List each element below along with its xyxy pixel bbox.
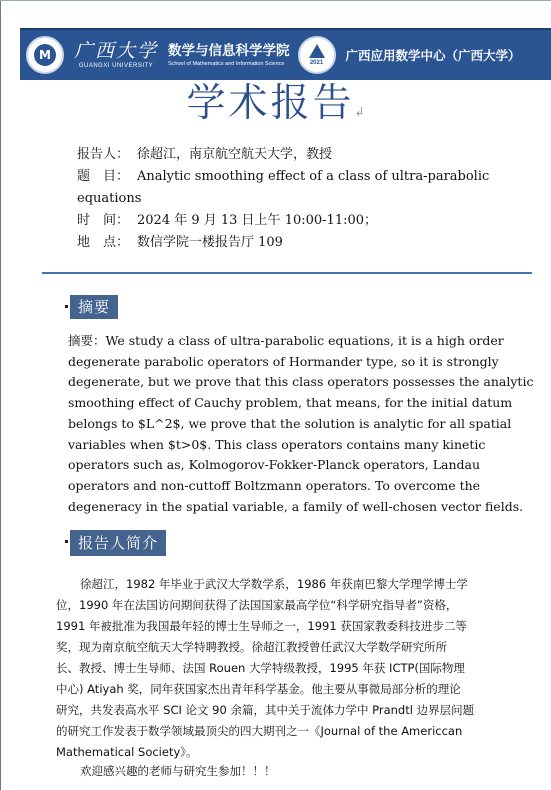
abstract-line: variables when $t>0$. This class operators contains many kinetic	[68, 436, 486, 452]
time-label: 时 间：	[77, 213, 130, 228]
page-edge-top	[0, 0, 551, 1]
time-value: 2024 年 9 月 13 日上午 10:00-11:00；	[137, 213, 378, 228]
bio-line: 研究，共发表高水平 SCI 论文 90 余篇，其中关于流体力学中 Prandtl 边界层问题	[56, 703, 475, 717]
abstract-line: smoothing effect of Cauchy problem, that means, for the initial datum	[68, 395, 513, 411]
topic-value-line1: Analytic smoothing effect of a class of ultra-parabolic	[137, 169, 490, 184]
bio-line: 1991 年被批准为我国最年轻的博士生导师之一，1991 获国家教委科技进步二等	[56, 619, 467, 633]
topic-row	[77, 167, 489, 187]
math-center-logo-icon: 2021	[298, 36, 336, 74]
page-title: 学术报告↲	[186, 81, 365, 126]
abstract-line: 摘要：We study a class of ultra-parabolic equations, it is a high order	[68, 333, 504, 348]
bullet-dot	[65, 305, 68, 308]
bullet-dot	[65, 540, 68, 543]
place-row	[77, 233, 283, 253]
abstract-heading: 摘要	[70, 295, 118, 319]
header-banner	[20, 28, 551, 80]
bio-heading: 报告人简介	[70, 530, 166, 556]
paragraph-mark-icon: ↲	[354, 105, 365, 119]
triangle-icon	[309, 44, 325, 58]
abstract-text	[68, 331, 538, 517]
abstract-line: degenerate parabolic operators of Hormander type, so it is strongly	[68, 353, 499, 369]
topic-row-continued	[77, 189, 141, 209]
bio-text	[56, 574, 524, 763]
school-name-en: School of Mathematics and Information Science	[168, 61, 285, 67]
abstract-line: degeneracy in the spatial variable, a family of well-chosen vector fields.	[68, 498, 524, 514]
bio-line: 奖，现为南京航空航天大学特聘教授。徐超江教授曾任武汉大学数学研究所所	[56, 640, 447, 654]
place-label: 地 点：	[77, 235, 130, 250]
math-center-name: 广西应用数学中心（广西大学）	[345, 48, 521, 63]
speaker-value: 徐超江，南京航空航天大学，教授	[137, 147, 333, 162]
abstract-line: degenerate, but we prove that this class operators possesses the analytic	[68, 374, 534, 390]
bio-line: 中心) Atiyah 奖，同年获国家杰出青年科学基金。他主要从事微局部分析的理论	[56, 682, 461, 696]
bio-line: 位，1990 年在法国访问期间获得了法国国家最高学位“科学研究指导者”资格，	[56, 598, 458, 612]
university-seal-icon: M	[26, 36, 64, 74]
abstract-line: operators and non-cuttoff Boltzmann operators. To overcome the	[68, 477, 481, 493]
university-name	[70, 40, 162, 70]
section-divider	[42, 272, 532, 274]
school-name	[168, 42, 290, 68]
place-value: 数信学院一楼报告厅 109	[137, 235, 283, 250]
topic-value-line2: equations	[77, 191, 142, 206]
bio-line: Mathematical Society》。	[56, 745, 198, 759]
school-name-cn: 数学与信息科学学院	[168, 43, 290, 59]
bio-line: 长、教授、博士生导师、法国 Rouen 大学特级教授，1995 年获 ICTP(国际物理	[56, 661, 465, 675]
abstract-line: belongs to $L^2$, we prove that the solution is analytic for all spatial	[68, 415, 512, 431]
topic-label: 题 目：	[77, 169, 130, 184]
university-name-en: GUANGXI UNIVERSITY	[78, 63, 154, 69]
abstract-line: operators such as, Kolmogorov-Fokker-Planck operators, Landau	[68, 457, 481, 473]
welcome-text: 欢迎感兴趣的老师与研究生参加！！！	[80, 764, 276, 778]
time-row	[77, 211, 377, 231]
bio-line: 的研究工作发表于数学领域最顶尖的四大期刊之一《Journal of the Americcan	[56, 724, 463, 738]
speaker-label: 报告人：	[77, 147, 130, 162]
speaker-row	[77, 145, 332, 165]
university-name-cn: 广西大学	[73, 40, 158, 62]
bio-line: 徐超江，1982 年毕业于武汉大学数学系，1986 年获南巴黎大学理学博士学	[80, 577, 468, 591]
